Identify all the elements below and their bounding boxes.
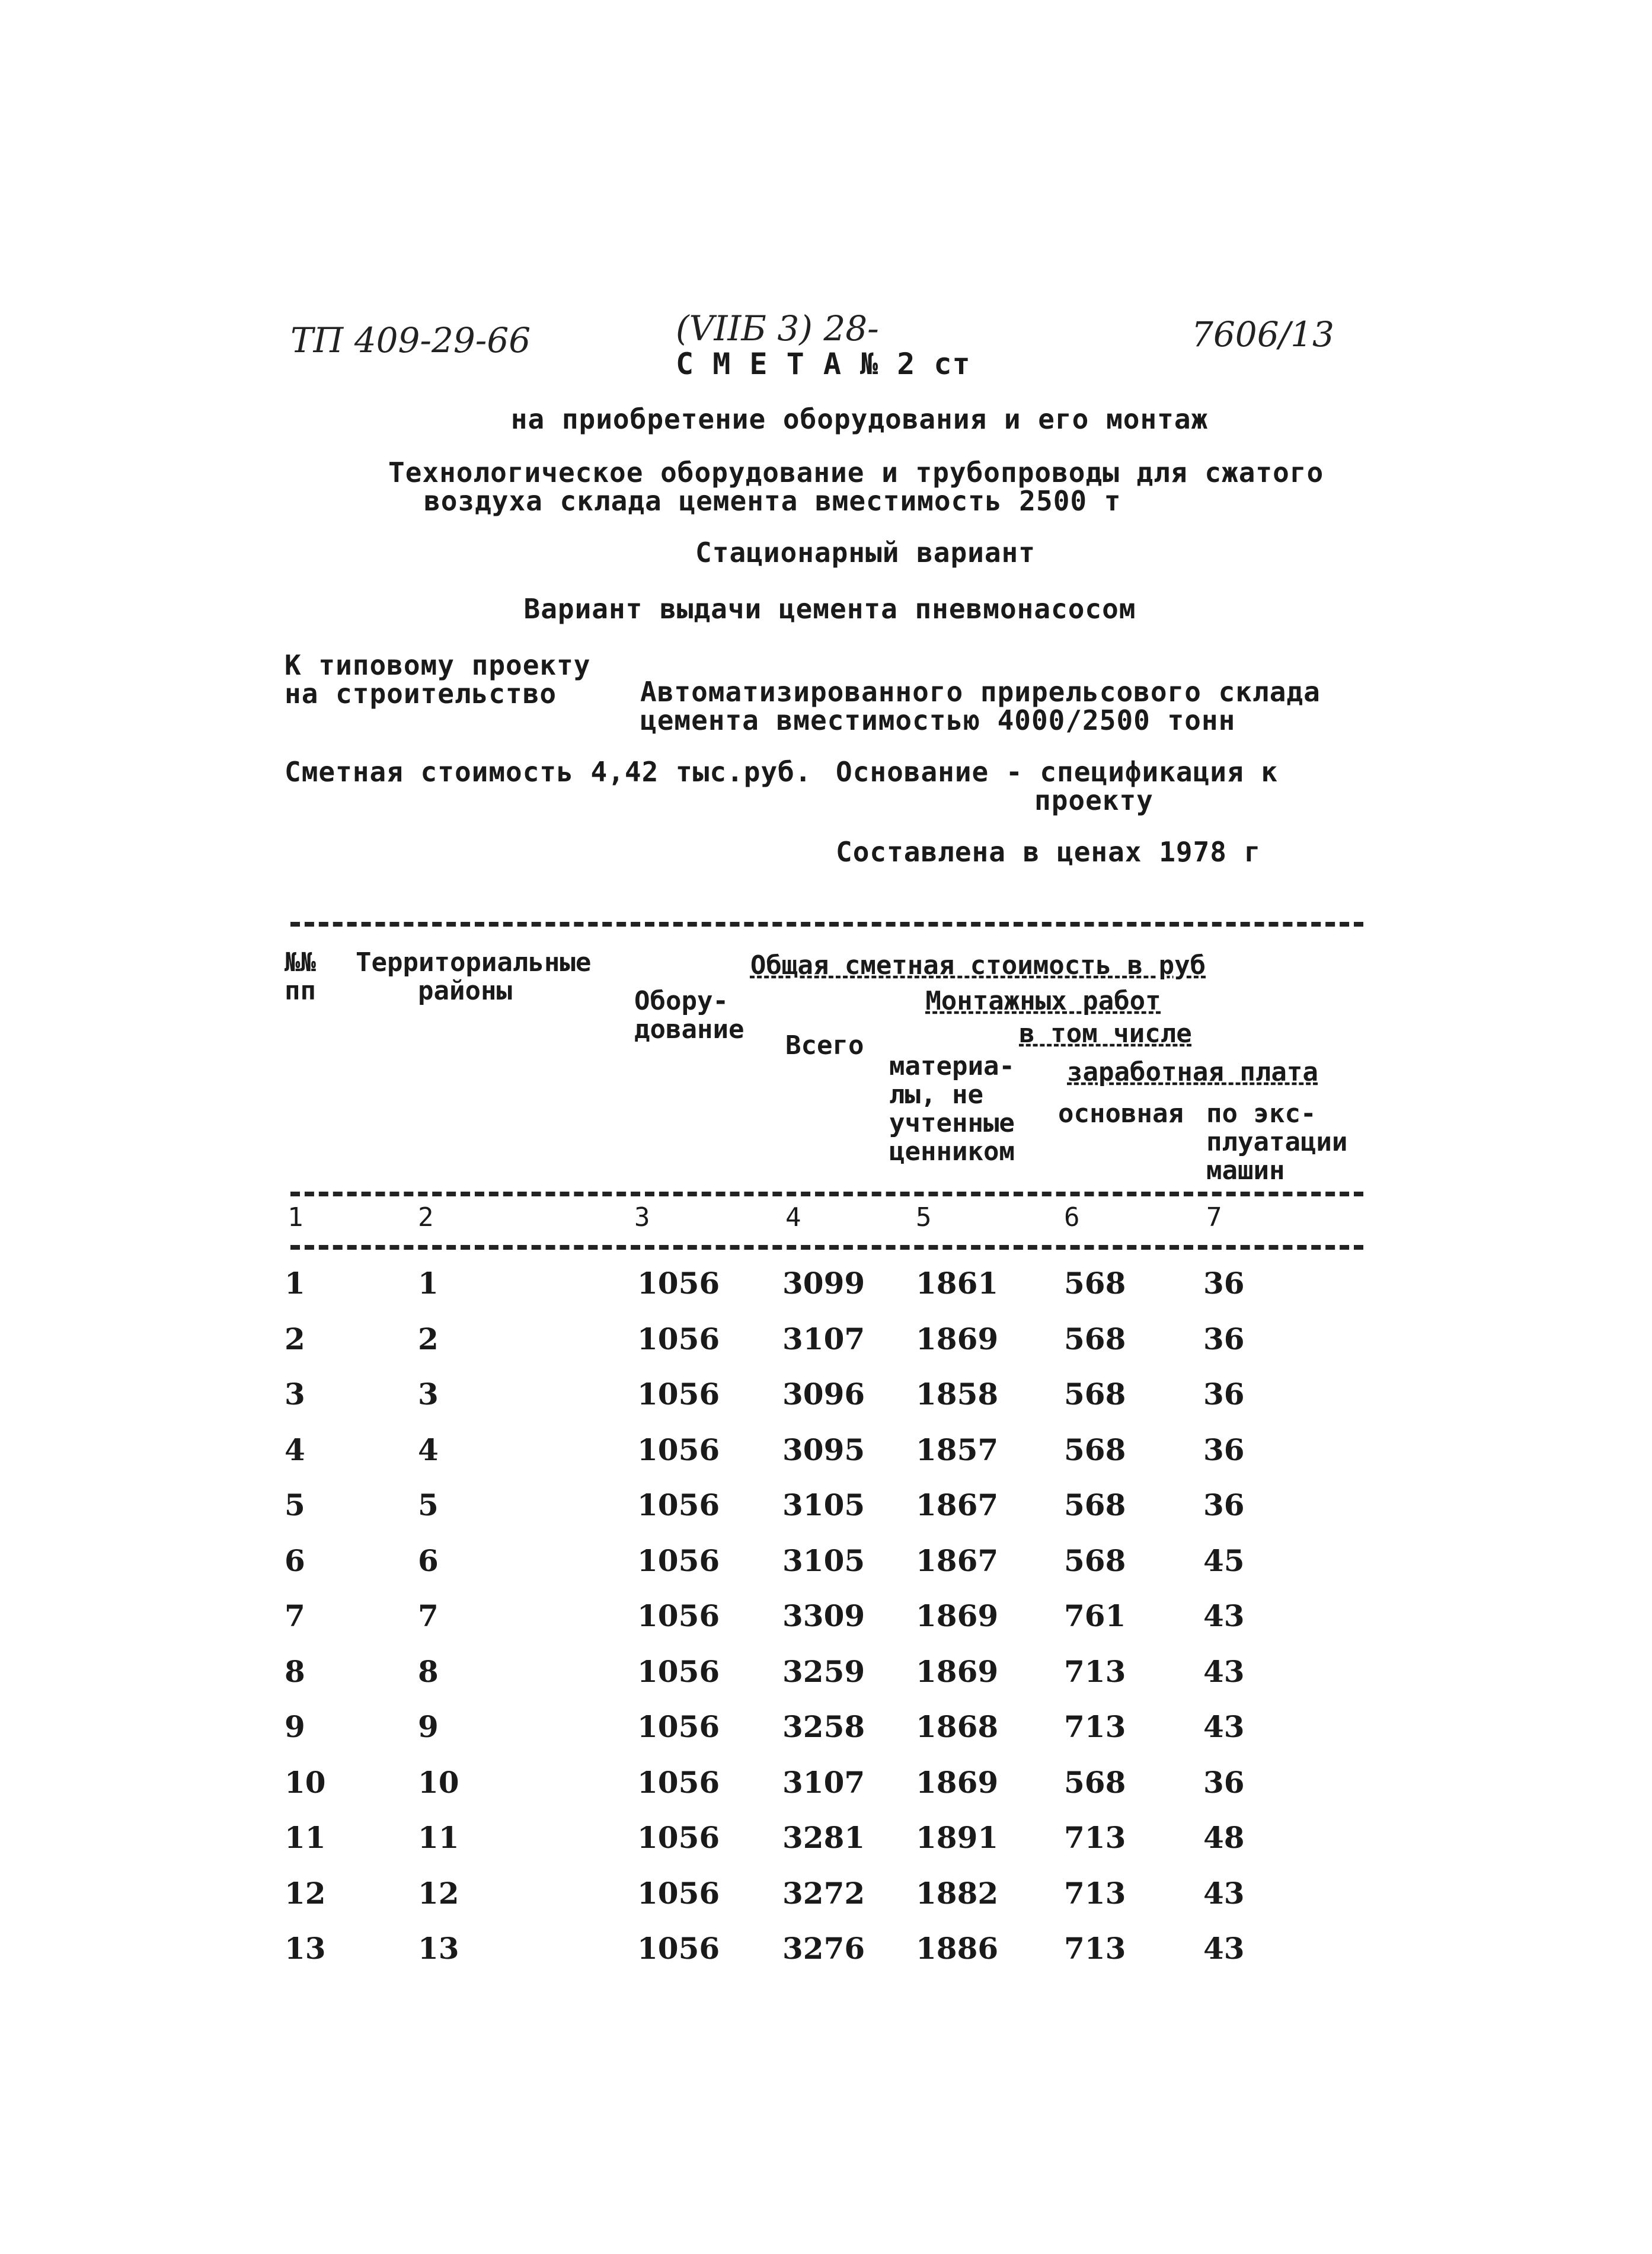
col-number: 7 — [1206, 1202, 1222, 1233]
table-cell: 1861 — [916, 1266, 999, 1301]
table-cell: 4 — [418, 1432, 439, 1467]
table-cell: 1869 — [916, 1598, 999, 1633]
header-num-2: пп — [285, 976, 316, 1006]
table-cell: 13 — [418, 1931, 459, 1966]
project-label-2: на строительство — [285, 678, 557, 710]
table-cell: 11 — [418, 1820, 459, 1855]
table-cell: 568 — [1064, 1764, 1126, 1800]
table-cell: 3105 — [782, 1543, 865, 1578]
table-cell: 43 — [1203, 1653, 1245, 1689]
table-cell: 1886 — [916, 1931, 999, 1966]
table-cell: 10 — [418, 1764, 459, 1800]
table-cell: 713 — [1064, 1709, 1126, 1744]
table-cell: 1056 — [637, 1432, 720, 1467]
col-number: 2 — [418, 1202, 434, 1233]
table-cell: 1 — [418, 1266, 439, 1301]
col-number: 4 — [785, 1202, 801, 1233]
column-number-top-rule — [290, 1192, 1363, 1196]
table-cell: 13 — [285, 1931, 326, 1966]
table-cell: 568 — [1064, 1266, 1126, 1301]
column-number-bottom-rule — [290, 1245, 1363, 1250]
estimated-cost: Сметная стоимость 4,42 тыс.руб. — [285, 756, 812, 788]
table-cell: 36 — [1203, 1487, 1245, 1522]
col-number: 1 — [287, 1202, 303, 1233]
header-materials-4: ценником — [889, 1136, 1015, 1167]
project-value-1: Автоматизированного прирельсового склада — [640, 676, 1321, 708]
header-total-cost: Общая сметная стоимость в руб — [750, 950, 1206, 981]
col-number: 5 — [916, 1202, 932, 1233]
table-cell: 713 — [1064, 1653, 1126, 1689]
table-cell: 713 — [1064, 1820, 1126, 1855]
table-cell: 568 — [1064, 1377, 1126, 1412]
table-cell: 1 — [285, 1266, 305, 1301]
table-cell: 43 — [1203, 1598, 1245, 1633]
header-machine-1: по экс- — [1206, 1099, 1317, 1129]
table-cell: 713 — [1064, 1931, 1126, 1966]
header-region-1: Территориальные — [356, 947, 592, 978]
header-mounting: Монтажных работ — [925, 986, 1161, 1016]
header-num-1: №№ — [285, 947, 316, 978]
header-materials-1: материа- — [889, 1051, 1015, 1081]
table-cell: 12 — [418, 1875, 459, 1911]
compiled-prices: Составлена в ценах 1978 г — [836, 836, 1261, 868]
right-doc-code: 7606/13 — [1191, 314, 1334, 355]
table-cell: 1868 — [916, 1709, 999, 1744]
title-line-2: Технологическое оборудование и трубопроводы для сжатого — [388, 456, 1324, 489]
table-cell: 1056 — [637, 1875, 720, 1911]
cost-basis-2: проекту — [1034, 784, 1153, 816]
title-line-3: воздуха склада цемента вместимость 2500 т — [424, 485, 1121, 517]
table-cell: 2 — [285, 1321, 305, 1356]
table-cell: 5 — [285, 1487, 305, 1522]
table-cell: 36 — [1203, 1377, 1245, 1412]
table-cell: 11 — [285, 1820, 326, 1855]
table-top-rule — [290, 922, 1363, 927]
table-cell: 45 — [1203, 1543, 1245, 1578]
table-cell: 3281 — [782, 1820, 865, 1855]
table-cell: 9 — [418, 1709, 439, 1744]
table-cell: 1056 — [637, 1266, 720, 1301]
table-cell: 3105 — [782, 1487, 865, 1522]
table-cell: 5 — [418, 1487, 439, 1522]
table-cell: 3272 — [782, 1875, 865, 1911]
table-cell: 2 — [418, 1321, 439, 1356]
table-cell: 3 — [285, 1377, 305, 1412]
table-cell: 568 — [1064, 1432, 1126, 1467]
table-cell: 9 — [285, 1709, 305, 1744]
table-cell: 1857 — [916, 1432, 999, 1467]
table-cell: 1867 — [916, 1487, 999, 1522]
table-cell: 3095 — [782, 1432, 865, 1467]
project-value-2: цемента вместимостью 4000/2500 тонн — [640, 704, 1236, 736]
table-cell: 3259 — [782, 1653, 865, 1689]
header-machine-2: плуатации — [1206, 1127, 1348, 1157]
col-number: 6 — [1064, 1202, 1080, 1233]
header-region-2: районы — [418, 976, 512, 1006]
table-cell: 3107 — [782, 1764, 865, 1800]
table-cell: 1056 — [637, 1931, 720, 1966]
table-cell: 1056 — [637, 1709, 720, 1744]
table-cell: 1869 — [916, 1653, 999, 1689]
header-including: в том числе — [1019, 1019, 1192, 1049]
table-cell: 6 — [418, 1543, 439, 1578]
header-equipment-1: Обору- — [634, 986, 728, 1016]
table-cell: 1056 — [637, 1653, 720, 1689]
table-cell: 1882 — [916, 1875, 999, 1911]
table-cell: 1869 — [916, 1764, 999, 1800]
table-cell: 36 — [1203, 1764, 1245, 1800]
table-cell: 1056 — [637, 1764, 720, 1800]
table-cell: 3258 — [782, 1709, 865, 1744]
table-cell: 3099 — [782, 1266, 865, 1301]
table-cell: 713 — [1064, 1875, 1126, 1911]
table-cell: 1056 — [637, 1543, 720, 1578]
table-cell: 568 — [1064, 1487, 1126, 1522]
table-cell: 1056 — [637, 1321, 720, 1356]
table-cell: 36 — [1203, 1266, 1245, 1301]
table-cell: 568 — [1064, 1321, 1126, 1356]
project-label-1: К типовому проекту — [285, 649, 591, 681]
table-cell: 1056 — [637, 1377, 720, 1412]
middle-doc-code: (VIIБ 3) 28- — [676, 308, 879, 349]
table-cell: 568 — [1064, 1543, 1126, 1578]
table-cell: 43 — [1203, 1875, 1245, 1911]
table-cell: 1056 — [637, 1487, 720, 1522]
table-cell: 3309 — [782, 1598, 865, 1633]
table-cell: 8 — [285, 1653, 305, 1689]
header-basic: основная — [1058, 1099, 1184, 1129]
header-materials-3: учтенные — [889, 1108, 1015, 1138]
table-cell: 761 — [1064, 1598, 1126, 1633]
header-all: Всего — [785, 1030, 864, 1061]
table-cell: 3096 — [782, 1377, 865, 1412]
table-cell: 6 — [285, 1543, 305, 1578]
title-line-4: Стационарный вариант — [695, 537, 1036, 569]
header-materials-2: лы, не — [889, 1080, 983, 1110]
table-cell: 4 — [285, 1432, 305, 1467]
table-cell: 12 — [285, 1875, 326, 1911]
cost-basis-1: Основание - спецификация к — [836, 756, 1279, 788]
left-doc-code: ТП 409-29-66 — [290, 320, 531, 360]
header-wages: заработная плата — [1067, 1057, 1318, 1087]
table-cell: 10 — [285, 1764, 326, 1800]
table-cell: 36 — [1203, 1432, 1245, 1467]
table-cell: 7 — [418, 1598, 439, 1633]
table-cell: 1056 — [637, 1820, 720, 1855]
col-number: 3 — [634, 1202, 650, 1233]
table-cell: 1858 — [916, 1377, 999, 1412]
table-cell: 3276 — [782, 1931, 865, 1966]
table-cell: 1891 — [916, 1820, 999, 1855]
table-cell: 3107 — [782, 1321, 865, 1356]
header-machine-3: машин — [1206, 1155, 1285, 1186]
header-equipment-2: дование — [634, 1014, 744, 1045]
doc-title: С М Е Т А № 2 ст — [676, 347, 971, 381]
table-cell: 48 — [1203, 1820, 1245, 1855]
table-cell: 43 — [1203, 1709, 1245, 1744]
table-cell: 8 — [418, 1653, 439, 1689]
table-cell: 43 — [1203, 1931, 1245, 1966]
table-cell: 1867 — [916, 1543, 999, 1578]
table-cell: 7 — [285, 1598, 305, 1633]
table-cell: 1869 — [916, 1321, 999, 1356]
table-cell: 1056 — [637, 1598, 720, 1633]
table-cell: 3 — [418, 1377, 439, 1412]
table-cell: 36 — [1203, 1321, 1245, 1356]
title-line-5: Вариант выдачи цемента пневмонасосом — [523, 593, 1136, 625]
title-line-1: на приобретение оборудования и его монтаж — [510, 403, 1209, 435]
